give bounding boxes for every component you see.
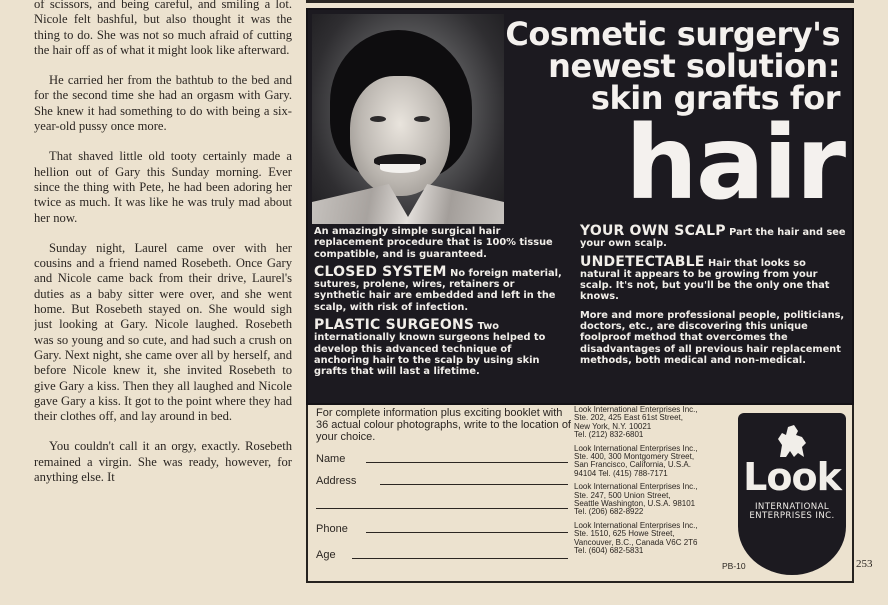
article-paragraph: You couldn't call it an orgy, exactly. Rosebeth remained a virgin. She was ready, however, for anything else. It bbox=[34, 439, 292, 485]
age-line[interactable] bbox=[352, 558, 568, 559]
address-line-2[interactable] bbox=[316, 497, 568, 511]
closed-system-text: No foreign material, sutures, prolene, wires, retainers or synthetic hair are embedded and left in the scalp, with risk of infection. bbox=[314, 267, 562, 313]
name-field[interactable] bbox=[316, 451, 568, 465]
ad-intro-text: An amazingly simple surgical hair replacement procedure that is 100% tissue compatible, and is guaranteed. bbox=[314, 226, 553, 260]
coupon-intro: For complete information plus exciting booklet with 36 actual colour photographs, write to the location of your choice. bbox=[316, 407, 571, 443]
undetectable-block bbox=[580, 253, 846, 303]
article-paragraph: Sunday night, Laurel came over with her cousins and a friend named Rosebeth. Once Gary and Nicole came back from their drive, Laurel's duties as a baby sitter were over, and she went home. But Rosebeth stayed on. She would sigh just looking at Gary. Nicole laughed. Rosebeth was so young and so cute, and had such a crush on Gary. Next night, she came over all by herself, and before Nicole knew it, she invited Rosebeth to give Gary a kiss. Then they all laughed and Nicole gave Gary a kiss. It got to the point where they had their clothes off, and lay around in bed. bbox=[34, 240, 292, 424]
headline-line: newest solution: bbox=[548, 47, 840, 85]
address-vancouver: Look International Enterprises Inc., Ste. 1510, 625 Howe Street, Vancouver, B.C., Canada V6C 2T6 Tel. (604) 682-5831 bbox=[574, 520, 698, 556]
logo-word: Look bbox=[743, 455, 841, 499]
undetectable-text: Hair that looks so natural it appears to be growing from your scalp. It's not, but you'll be the only one that knows. bbox=[580, 257, 830, 303]
ad-copy-right bbox=[580, 223, 846, 373]
own-scalp-text: Part the hair and see your own scalp. bbox=[580, 227, 846, 250]
ad-headline bbox=[458, 15, 840, 117]
order-coupon bbox=[306, 405, 854, 583]
plastic-surgeons-block bbox=[314, 317, 568, 378]
phone-field[interactable] bbox=[316, 521, 568, 535]
article-column bbox=[34, 0, 292, 605]
more-people-text: More and more professional people, politicians, doctors, etc., are discovering this unique foolproof method that overcomes the disadvantages of all previous hair replacement methods, both medical and non-medical. bbox=[580, 309, 845, 366]
ad-copy-left bbox=[314, 226, 568, 385]
name-label: Name bbox=[316, 453, 346, 465]
article-paragraph: of scissors, and being careful, and smiling a lot. Nicole felt bashful, but also thought it was the thing to do. She was not so much afraid of cutting the hair off as of what it might look like afterward. bbox=[34, 0, 292, 57]
own-scalp-heading: YOUR OWN SCALP bbox=[580, 223, 726, 239]
address-seattle: Look International Enterprises Inc., Ste. 247, 500 Union Street, Seattle Washington, U.S.A. 98101 Tel. (206) 682-8922 bbox=[574, 482, 698, 517]
age-field[interactable] bbox=[316, 547, 568, 561]
look-logo bbox=[738, 413, 846, 575]
address-label: Address bbox=[316, 475, 357, 487]
lion-emblem-icon bbox=[772, 423, 812, 459]
address-line[interactable] bbox=[380, 484, 568, 485]
headline-hair-word: hair bbox=[625, 104, 844, 223]
closed-system-block bbox=[314, 263, 568, 313]
top-rule bbox=[306, 0, 854, 3]
coupon-code: PB-10 bbox=[722, 561, 746, 571]
plastic-surgeons-heading: PLASTIC SURGEONS bbox=[314, 317, 475, 334]
headline-line: skin grafts for bbox=[590, 79, 840, 117]
address-line-2-rule[interactable] bbox=[316, 508, 568, 509]
address-field[interactable] bbox=[316, 473, 568, 487]
address-san-francisco: Look International Enterprises Inc., Ste. 400, 300 Montgomery Street, San Francisco, California, U.S.A. 94104 Tel. (415) 788-7171 bbox=[574, 443, 698, 478]
own-scalp-block bbox=[580, 223, 846, 250]
phone-line[interactable] bbox=[366, 532, 568, 533]
headline-line: Cosmetic surgery's bbox=[505, 15, 840, 53]
article-paragraph: He carried her from the bathtub to the bed and for the second time she had an orgasm with Gary. She knew it had something to do with being a six-year-old pussy once more. bbox=[34, 73, 292, 134]
hair-graft-advertisement bbox=[306, 8, 854, 405]
closed-system-heading: CLOSED SYSTEM bbox=[314, 263, 447, 280]
plastic-surgeons-text: Two internationally known surgeons helped to develop this advanced technique of anchoring hair to the scalp by using skin grafts that will last a lifetime. bbox=[314, 321, 546, 378]
page-number: 253 bbox=[856, 558, 873, 570]
office-addresses bbox=[574, 406, 738, 561]
age-label: Age bbox=[316, 549, 336, 561]
undetectable-heading: UNDETECTABLE bbox=[580, 253, 705, 270]
article-paragraph: That shaved little old tooty certainly made a hellion out of Gary this Sunday morning. Ever since the thing with Pete, he had been adoring her twice as much. It was like he was truly mad about her now. bbox=[34, 149, 292, 225]
logo-subtitle: INTERNATIONAL ENTERPRISES INC. bbox=[749, 502, 835, 521]
name-line[interactable] bbox=[366, 462, 568, 463]
phone-label: Phone bbox=[316, 523, 348, 535]
address-new-york: Look International Enterprises Inc., Ste. 202, 425 East 61st Street, New York, N.Y. 10021 Tel. (212) 832-6801 bbox=[574, 405, 698, 440]
